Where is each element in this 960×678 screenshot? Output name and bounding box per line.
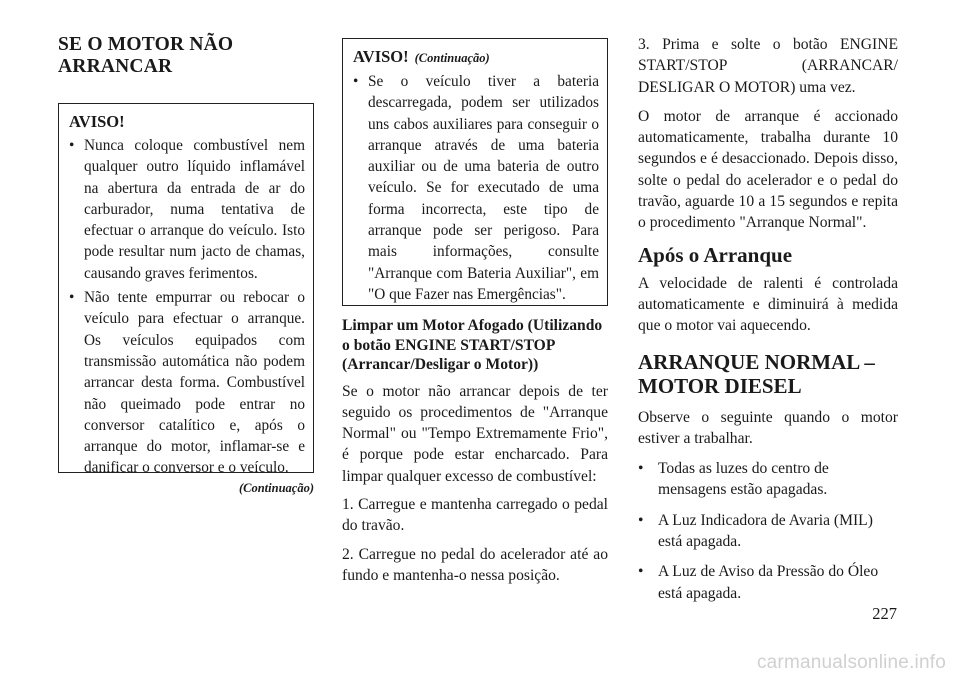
heading-after-start: Após o Arranque [638, 242, 793, 267]
warning-box-1 [58, 103, 314, 477]
warning-title: AVISO! [69, 112, 125, 131]
warning-item: • Se o veículo tiver a bateria descarregada, podem ser utilizados uns cabos auxiliares para conseguir o arranque através de uma bateria auxiliar ou de uma bateria de outro veículo. Se for executado de uma forma incorrecta, este tipo de arranque pode ser perigoso. Para mais informações, consulte "Arranque com Bateria Auxiliar", em "O que Fazer nas Emergências". [353, 71, 599, 305]
flooded-engine-section [342, 316, 608, 586]
step-3: 3. Prima e solte o botão ENGINE START/STOP (ARRANCAR/ DESLIGAR O MOTOR) uma vez. [638, 36, 898, 96]
paragraph: A velocidade de ralenti é controlada automaticamente e diminuirá à medida que o motor vai aquecendo. [638, 274, 898, 335]
section-title: SE O MOTOR NÃO ARRANCAR [58, 34, 234, 77]
list-item: • Todas as luzes do centro de mensagens estão apagadas. [638, 458, 898, 501]
list-item: • A Luz Indicadora de Avaria (MIL) está apagada. [638, 510, 898, 553]
paragraph: O motor de arranque é accionado automaticamente, trabalha durante 10 segundos e é desaccionado. Depois disso, solte o pedal do acelerador e o pedal do travão, aguarde 10 a 15 segundos e repita o procedimento "Arranque Normal". [638, 107, 898, 232]
warning-item: • Não tente empurrar ou rebocar o veículo para efectuar o arranque. Os veículos equipados com transmissão automática não podem arrancar desta forma. Combustível não queimado pode entrar no conversor catalítico e, após o arranque do motor, inflamar-se e danificar o conversor e o veículo. [69, 287, 305, 479]
paragraph: Observe o seguinte quando o motor estiver a trabalhar. [638, 408, 898, 447]
step-1: 1. Carregue e mantenha carregado o pedal do travão. [342, 495, 608, 535]
warning-item: • Nunca coloque combustível nem qualquer outro líquido inflamável na abertura da entrada de ar do carburador, numa tentativa de efectuar o arranque do veículo. Isto pode resultar num jacto de chamas, causando graves ferimentos. [69, 135, 305, 284]
subheading: Limpar um Motor Afogado (Utilizando o botão ENGINE START/STOP (Arrancar/Desligar o Motor)) [342, 317, 603, 373]
list-item: • A Luz de Aviso da Pressão do Óleo está apagada. [638, 561, 898, 604]
step-2: 2. Carregue no pedal do acelerador até ao fundo e mantenha-o nessa posição. [342, 545, 608, 584]
page-number: 227 [872, 604, 897, 623]
paragraph: Se o motor não arrancar depois de ter seguido os procedimentos de "Arranque Normal" ou "Tempo Extremamente Frio", é porque pode estar encharcado. Para limpar qualquer excesso de combustível: [342, 382, 608, 485]
warning-title: AVISO! (Continuação) [353, 47, 490, 66]
warning-box-2 [342, 38, 608, 306]
heading-diesel: ARRANQUE NORMAL – MOTOR DIESEL [638, 349, 875, 398]
watermark: carmanualsonline.info [756, 652, 946, 673]
continued-label: (Continuação) [238, 481, 314, 495]
